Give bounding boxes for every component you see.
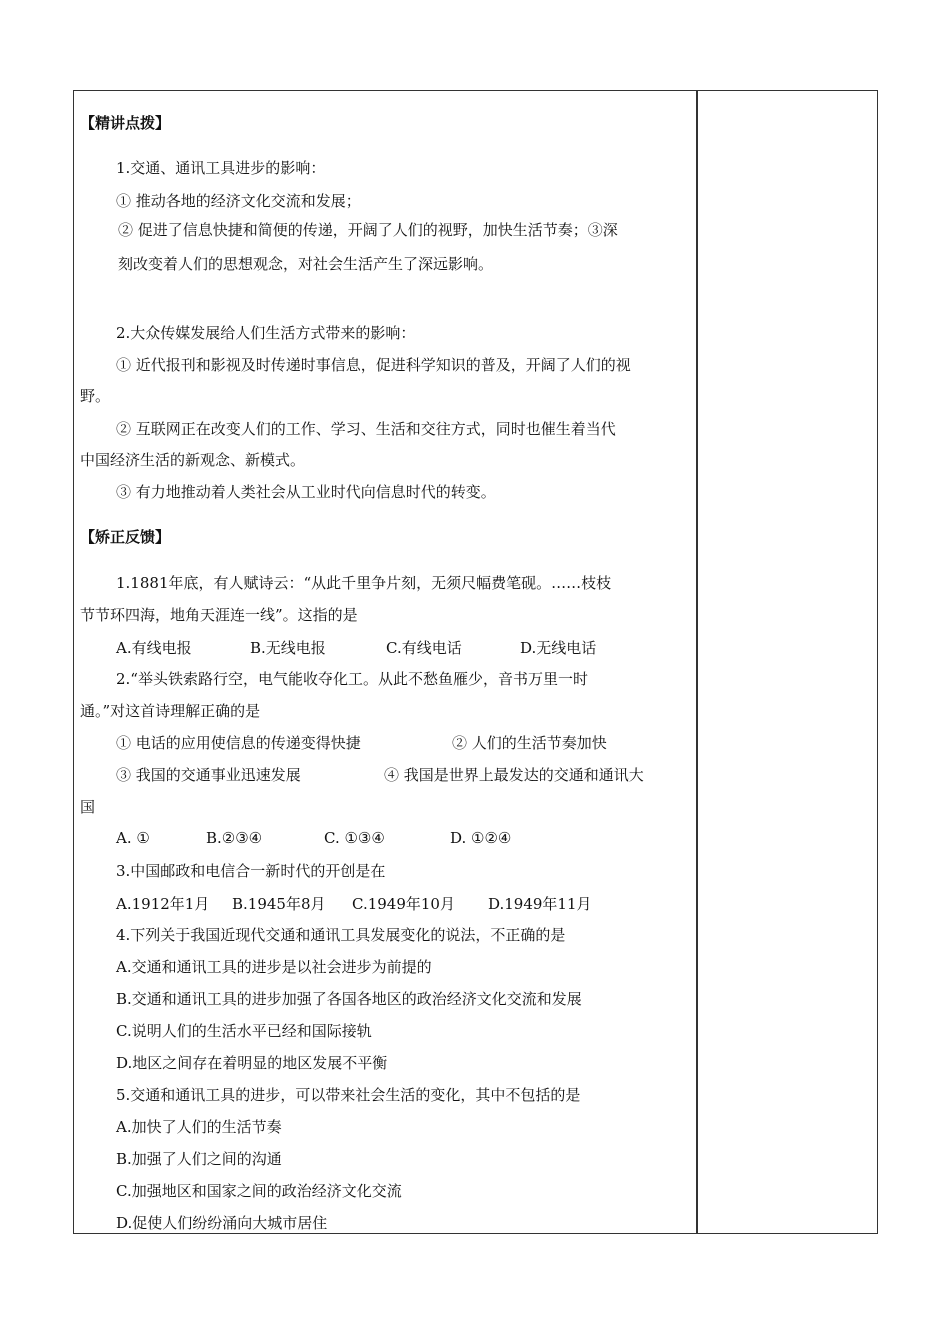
point1-b-line2: 刻改变着人们的思想观念，对社会生活产生了深远影响。 — [118, 255, 494, 273]
point1-a: ① 推动各地的经济文化交流和发展； — [116, 192, 361, 210]
point2-b-line1: ② 互联网正在改变人们的工作、学习、生活和交往方式，同时也催生着当代 — [116, 420, 616, 438]
q2-option-b: B.②③④ — [206, 829, 263, 847]
q2-statement-3: ③ 我国的交通事业迅速发展 — [116, 766, 301, 784]
column-divider — [696, 90, 698, 1234]
q2-line1: 2.“举头铁索路行空，电气能收夺化工。从此不愁鱼雁少，音书万里一时 — [116, 670, 588, 688]
q2-statement-4-line2: 国 — [80, 798, 96, 816]
q3-option-b: B.1945年8月 — [232, 895, 326, 913]
q4-stem: 4.下列关于我国近现代交通和通讯工具发展变化的说法，不正确的是 — [116, 926, 566, 944]
q5-stem: 5.交通和通讯工具的进步，可以带来社会生活的变化，其中不包括的是 — [116, 1086, 581, 1104]
q1-option-b: B.无线电报 — [250, 639, 326, 657]
q4-option-d: D.地区之间存在着明显的地区发展不平衡 — [116, 1054, 388, 1072]
q5-option-b: B.加强了人们之间的沟通 — [116, 1150, 282, 1168]
q1-option-a: A.有线电报 — [116, 639, 192, 657]
q2-line2: 通。”对这首诗理解正确的是 — [80, 702, 261, 720]
point2-b-line2: 中国经济生活的新观念、新模式。 — [80, 451, 306, 469]
q3-stem: 3.中国邮政和电信合一新时代的开创是在 — [116, 862, 386, 880]
point1-title: 1.交通、通讯工具进步的影响： — [116, 159, 326, 177]
q4-option-c: C.说明人们的生活水平已经和国际接轨 — [116, 1022, 372, 1040]
point2-a-line1: ① 近代报刊和影视及时传递时事信息，促进科学知识的普及，开阔了人们的视 — [116, 356, 631, 374]
q1-option-c: C.有线电话 — [386, 639, 462, 657]
q2-statement-2: ② 人们的生活节奏加快 — [452, 734, 607, 752]
q3-option-c: C.1949年10月 — [352, 895, 455, 913]
q1-options — [116, 637, 596, 658]
point2-c: ③ 有力地推动着人类社会从工业时代向信息时代的转变。 — [116, 483, 496, 501]
q5-option-a: A.加快了人们的生活节奏 — [116, 1118, 282, 1136]
heading-jingjiang: 【精讲点拨】 — [80, 114, 171, 132]
q2-statement-1: ① 电话的应用使信息的传递变得快捷 — [116, 734, 361, 752]
q1-option-d: D.无线电话 — [520, 639, 597, 657]
q2-option-c: C. ①③④ — [324, 829, 385, 847]
q4-option-a: A.交通和通讯工具的进步是以社会进步为前提的 — [116, 958, 432, 976]
q2-options — [116, 829, 511, 847]
q5-option-c: C.加强地区和国家之间的政治经济文化交流 — [116, 1182, 402, 1200]
q1-line1: 1.1881年底，有人赋诗云：“从此千里争片刻，无须尺幅费笔砚。……枝枝 — [116, 574, 612, 592]
q1-line2: 节节环四海，地角天涯连一线”。这指的是 — [80, 606, 358, 624]
q2-option-d: D. ①②④ — [450, 829, 512, 847]
heading-jiaozheng: 【矫正反馈】 — [80, 528, 171, 546]
q2-option-a: A. ① — [116, 829, 150, 847]
q5-option-d: D.促使人们纷纷涌向大城市居住 — [116, 1214, 328, 1232]
q3-options — [116, 893, 592, 914]
point2-a-line2: 野。 — [80, 387, 111, 405]
q2-statement-4-line1: ④ 我国是世界上最发达的交通和通讯大 — [384, 766, 644, 784]
point2-title: 2.大众传媒发展给人们生活方式带来的影响： — [116, 324, 416, 342]
point1-b-line1: ② 促进了信息快捷和简便的传递，开阔了人们的视野，加快生活节奏；③深 — [118, 221, 618, 239]
q3-option-d: D.1949年11月 — [488, 895, 592, 913]
q4-option-b: B.交通和通讯工具的进步加强了各国各地区的政治经济文化交流和发展 — [116, 990, 582, 1008]
q3-option-a: A.1912年1月 — [116, 895, 210, 913]
